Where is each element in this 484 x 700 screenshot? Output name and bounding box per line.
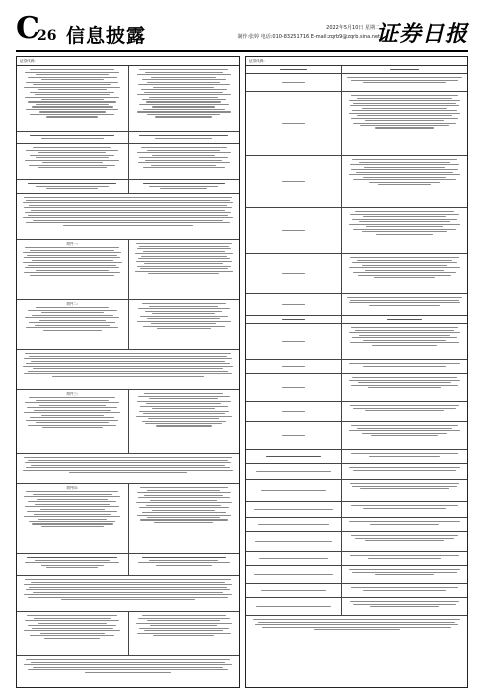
table-row <box>246 156 467 208</box>
table-row <box>246 360 467 374</box>
notice-block <box>17 554 239 576</box>
table-row <box>246 566 467 584</box>
table-row <box>246 552 467 566</box>
block-caption: 附件二: <box>66 302 78 306</box>
table-row <box>246 208 467 254</box>
section-letter: C <box>16 11 40 46</box>
table-row <box>246 480 467 502</box>
page-number: 26 <box>37 28 57 44</box>
table-row <box>246 464 467 480</box>
notice-block <box>17 612 239 656</box>
table-row <box>246 598 467 616</box>
table-row <box>246 66 467 74</box>
table-row <box>246 316 467 324</box>
notice-block <box>17 66 239 132</box>
notice-block <box>17 656 239 686</box>
notice-block <box>17 240 239 300</box>
table-row <box>246 74 467 92</box>
table-row <box>246 450 467 464</box>
table-row <box>246 294 467 316</box>
notice-block <box>17 576 239 612</box>
table-row <box>246 422 467 450</box>
header-rule <box>16 50 468 52</box>
notice-cell <box>17 66 128 131</box>
section-title: 信息披露 <box>66 25 147 47</box>
notice-cell <box>128 66 240 131</box>
table-row <box>246 518 467 532</box>
date-line: 2022年5月10日 星期二 <box>326 25 380 31</box>
table-row <box>246 402 467 422</box>
notice-block <box>17 390 239 454</box>
block-caption: 附件四: <box>66 486 78 490</box>
left-column-heading: 证券代码: <box>17 57 239 66</box>
table-row <box>246 584 467 598</box>
notice-block <box>17 454 239 484</box>
notice-block <box>17 350 239 390</box>
table-row <box>246 374 467 402</box>
right-column-heading: 证券代码: <box>246 57 467 66</box>
right-column <box>245 56 468 688</box>
block-caption: 附件一: <box>66 242 78 246</box>
masthead <box>16 11 468 50</box>
table-row <box>246 532 467 552</box>
notice-block <box>17 194 239 240</box>
notice-block <box>17 180 239 194</box>
table-row <box>246 324 467 360</box>
notice-block <box>17 132 239 144</box>
notice-block <box>17 484 239 554</box>
table-row <box>246 254 467 294</box>
left-column <box>16 56 240 688</box>
table-row <box>246 502 467 518</box>
table-footer <box>246 616 467 646</box>
notice-block <box>17 300 239 350</box>
editor-line: 制作:张婷 电话:010-83251716 E-mail:zqrb9@zqrb.sina.net <box>237 34 380 40</box>
newspaper-logo: 证券日报 <box>375 21 468 47</box>
notice-block <box>17 144 239 180</box>
table-row <box>246 92 467 156</box>
block-caption: 附件三: <box>66 392 78 396</box>
